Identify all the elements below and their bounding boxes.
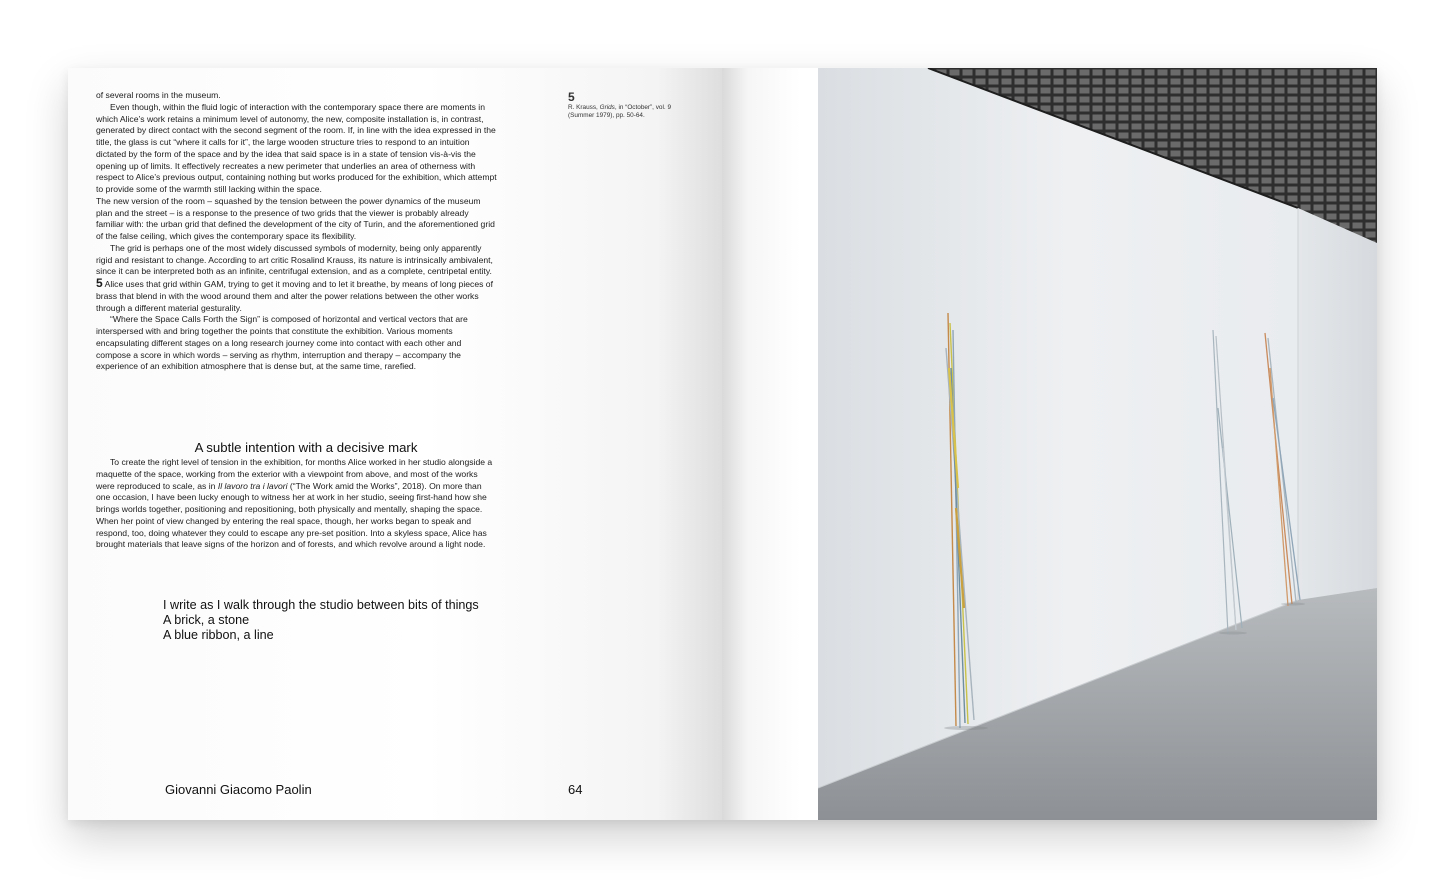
poem-line-1: I write as I walk through the studio between bits of things	[163, 598, 479, 612]
footnote-rest: , in “October”, vol. 9 (Summer 1979), pp. 50-64.	[568, 104, 672, 119]
paragraph-sign: “Where the Space Calls Forth the Sign” is composed of horizontal and vertical vectors that are interspersed with and bring together the points that constitute the exhibition. Various moments encapsulating different stages on a long research journey come into contact with each other and compose a score in which words – serving as rhythm, interruption and therapy – accompany the experience of an exhibition atmosphere that is dense but, at the same time, rarefied.	[96, 314, 468, 372]
section-text-column	[96, 457, 498, 551]
poem	[163, 598, 479, 643]
open-book	[68, 68, 1377, 820]
artwork-title: Il lavoro tra i lavori	[217, 480, 288, 491]
footnote-number: 5	[568, 90, 575, 104]
page-number: 64	[568, 782, 583, 797]
right-page	[722, 68, 1377, 820]
grid-text-after: Alice uses that grid within GAM, trying to get it moving and to let it breathe, by means of long pieces of brass that blend in with the wood around them and alter the power relations between the other works through a different material gesturality.	[96, 279, 493, 313]
poem-line-2: A brick, a stone	[163, 613, 250, 627]
footnote-reference: 5	[96, 276, 103, 290]
paragraph-grid	[96, 243, 498, 315]
footnote	[568, 90, 688, 120]
paragraph-1: of several rooms in the museum.	[96, 90, 221, 100]
section-text-before: To create the right level of tension in the exhibition, for months Alice worked in her studio alongside a maquette of the space, working from the exterior with a viewpoint from above, and most of the works were reproduced to scale, as in	[96, 457, 493, 491]
paragraph-3: The new version of the room – squashed by the tension between the power dynamics of the museum plan and the street – is a response to the presence of two grids that the viewer is probably already familiar with: the urban grid that defined the development of the city of Turin, and the aforementioned grid of the false ceiling, which gives the contemporary space its flexibility.	[96, 195, 495, 241]
paragraph-2: Even though, within the fluid logic of interaction with the contemporary space there are moments in which Alice’s work retains a minimum level of autonomy, the new, composite installation is, in contrast, generated by direct contact with the second segment of the room. If, in line with the idea expressed in the title, the glass is cut “where it calls for it”, the large wooden structure tries to respond to an intuition dictated by the form of the space and by the idea that said space is in a state of tension vis-à-vis the opening up of limits. It effectively recreates a new perimeter that underlies an area of otherness with respect to Alice’s previous output, containing nothing but works produced for the exhibition, which attempt to provide some of the warmth still lacking within the space.	[96, 101, 497, 194]
section-heading: A subtle intention with a decisive mark	[194, 440, 418, 455]
main-text-column	[96, 90, 498, 373]
left-page	[68, 68, 722, 820]
author-name: Giovanni Giacomo Paolin	[165, 782, 312, 797]
section-text-after: (“The Work amid the Works”, 2018). On more than one occasion, I have been lucky enough to witness her at work in her studio, seeing first-hand how she brings worlds together, positioning and repositioning, both physically and mentally, shaping the space. When her point of view changed by entering the real space, though, her works began to speak and respond, too, doing whatever they could to escape any pre-set position. Into a skyless space, Alice has brought materials that leave signs of the horizon and of forests, and which revolve around a light node.	[96, 480, 487, 550]
footnote-title: Grids	[599, 104, 615, 111]
section-paragraph	[96, 457, 498, 551]
poem-line-3: A blue ribbon, a line	[163, 628, 274, 642]
grid-text-before: The grid is perhaps one of the most widely discussed symbols of modernity, being only apparently rigid and resistant to change. According to art critic Rosalind Krauss, its nature is intrinsically ambivalent, since it can be interpreted both as an infinite, centrifugal extension, and as a complete, centripetal entity.	[96, 242, 493, 277]
installation-photo-illustration	[818, 68, 1377, 820]
footnote-author: R. Krauss,	[568, 104, 600, 111]
installation-photo	[818, 68, 1377, 820]
